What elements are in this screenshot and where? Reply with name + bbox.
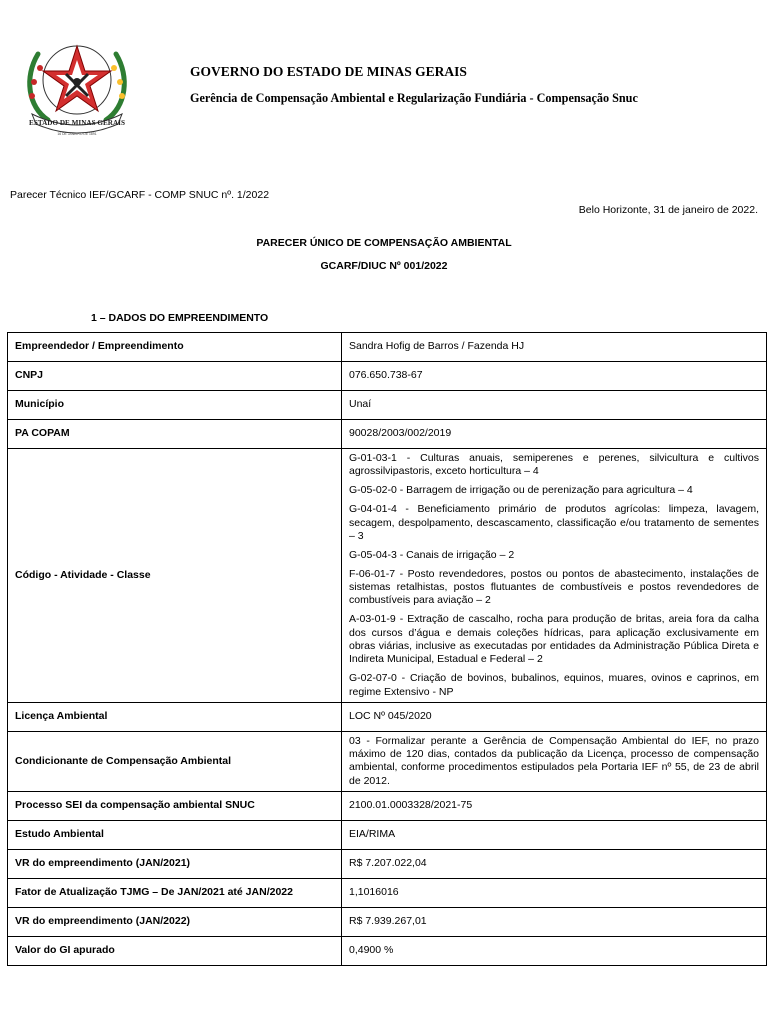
- row-label: VR do empreendimento (JAN/2022): [8, 908, 342, 937]
- activity-item: G-01-03-1 - Culturas anuais, semiperenes e perenes, silvicultura e cultivos agrossilvipastoris, exceto horticultura – 4: [349, 452, 759, 478]
- activity-item: G-05-02-0 - Barragem de irrigação ou de perenização para agricultura – 4: [349, 484, 693, 497]
- activity-item: G-04-01-4 - Beneficiamento primário de produtos agrícolas: limpeza, lavagem, secagem, despolpamento, descascamento, classificação e/ou tratamento de sementes – 3: [349, 503, 759, 542]
- activity-item: A-03-01-9 - Extração de cascalho, rocha para produção de britas, areia fora da calha dos cursos d’água e demais coleções hídricas, para aplicação exclusivamente em obras viárias, inclusive as executadas por entidades da Administração Pública Direta e Indireta Municipal, Estadual e Federal – 2: [349, 613, 759, 666]
- row-label: Licença Ambiental: [8, 702, 342, 731]
- row-value: LOC Nº 045/2020: [342, 702, 767, 731]
- row-label: Código - Atividade - Classe: [8, 449, 342, 703]
- row-label: VR do empreendimento (JAN/2021): [8, 850, 342, 879]
- activity-list: [342, 449, 767, 703]
- section-title: 1 – DADOS DO EMPREENDIMENTO: [91, 312, 269, 324]
- table-row: [8, 879, 767, 908]
- row-value: 03 - Formalizar perante a Gerência de Compensação Ambiental do IEF, no prazo máximo de 120 dias, contados da publicação da Licença, processo de compensação ambiental, conforme procedimentos estipulados pela Portaria IEF nº 55, de 23 de abril de 2012.: [342, 731, 767, 791]
- document-title: PARECER ÚNICO DE COMPENSAÇÃO AMBIENTAL: [256, 237, 512, 249]
- document-code: GCARF/DIUC Nº 001/2022: [320, 260, 448, 272]
- row-label: Processo SEI da compensação ambiental SNUC: [8, 792, 342, 821]
- table-row: [8, 821, 767, 850]
- row-value: 076.650.738-67: [342, 362, 767, 391]
- row-value: Unaí: [342, 391, 767, 420]
- crest-date-text: 16 DE JANEIRO DE 1891: [57, 132, 97, 136]
- government-title: GOVERNO DO ESTADO DE MINAS GERAIS: [190, 64, 467, 79]
- table-row: [8, 702, 767, 731]
- table-row: [8, 937, 767, 966]
- row-value: 1,1016016: [342, 879, 767, 908]
- activity-item: F-06-01-7 - Posto revendedores, postos ou pontos de abastecimento, instalações de sistemas retalhistas, postos flutuantes de combustíveis e postos revendedores de combustíveis para aviação – 2: [349, 567, 759, 607]
- table-row: [8, 792, 767, 821]
- table-row: [8, 850, 767, 879]
- parecer-reference: Parecer Técnico IEF/GCARF - COMP SNUC nº. 1/2022: [10, 189, 270, 201]
- row-value: Sandra Hofig de Barros / Fazenda HJ: [342, 333, 767, 362]
- row-label: CNPJ: [8, 362, 342, 391]
- state-coat-of-arms: [18, 32, 136, 142]
- table-row: [8, 908, 767, 937]
- row-label: PA COPAM: [8, 420, 342, 449]
- place-date: Belo Horizonte, 31 de janeiro de 2022.: [578, 204, 758, 216]
- enterprise-data-table: [7, 332, 767, 966]
- row-value: R$ 7.207.022,04: [342, 850, 767, 879]
- row-label: Fator de Atualização TJMG – De JAN/2021 até JAN/2022: [8, 879, 342, 908]
- row-label: Município: [8, 391, 342, 420]
- row-label: Condicionante de Compensação Ambiental: [8, 731, 342, 791]
- table-row: [8, 362, 767, 391]
- row-label: Empreendedor / Empreendimento: [8, 333, 342, 362]
- row-value: R$ 7.939.267,01: [342, 908, 767, 937]
- table-row: [8, 391, 767, 420]
- row-value: 2100.01.0003328/2021-75: [342, 792, 767, 821]
- row-value: EIA/RIMA: [342, 821, 767, 850]
- row-value: 0,4900 %: [342, 937, 767, 966]
- row-value: 90028/2003/002/2019: [342, 420, 767, 449]
- activity-item: G-05-04-3 - Canais de irrigação – 2: [349, 548, 515, 561]
- row-label: Estudo Ambiental: [8, 821, 342, 850]
- crest-banner-text: ESTADO DE MINAS GERAIS: [29, 119, 125, 127]
- table-row: [8, 449, 767, 703]
- table-row: [8, 420, 767, 449]
- table-row: [8, 333, 767, 362]
- table-row: [8, 731, 767, 791]
- activity-item: G-02-07-0 - Criação de bovinos, bubalinos, equinos, muares, ovinos e caprinos, em regime Extensivo - NP: [349, 672, 759, 698]
- department-subtitle: Gerência de Compensação Ambiental e Regularização Fundiária - Compensação Snuc: [190, 91, 638, 105]
- row-label: Valor do GI apurado: [8, 937, 342, 966]
